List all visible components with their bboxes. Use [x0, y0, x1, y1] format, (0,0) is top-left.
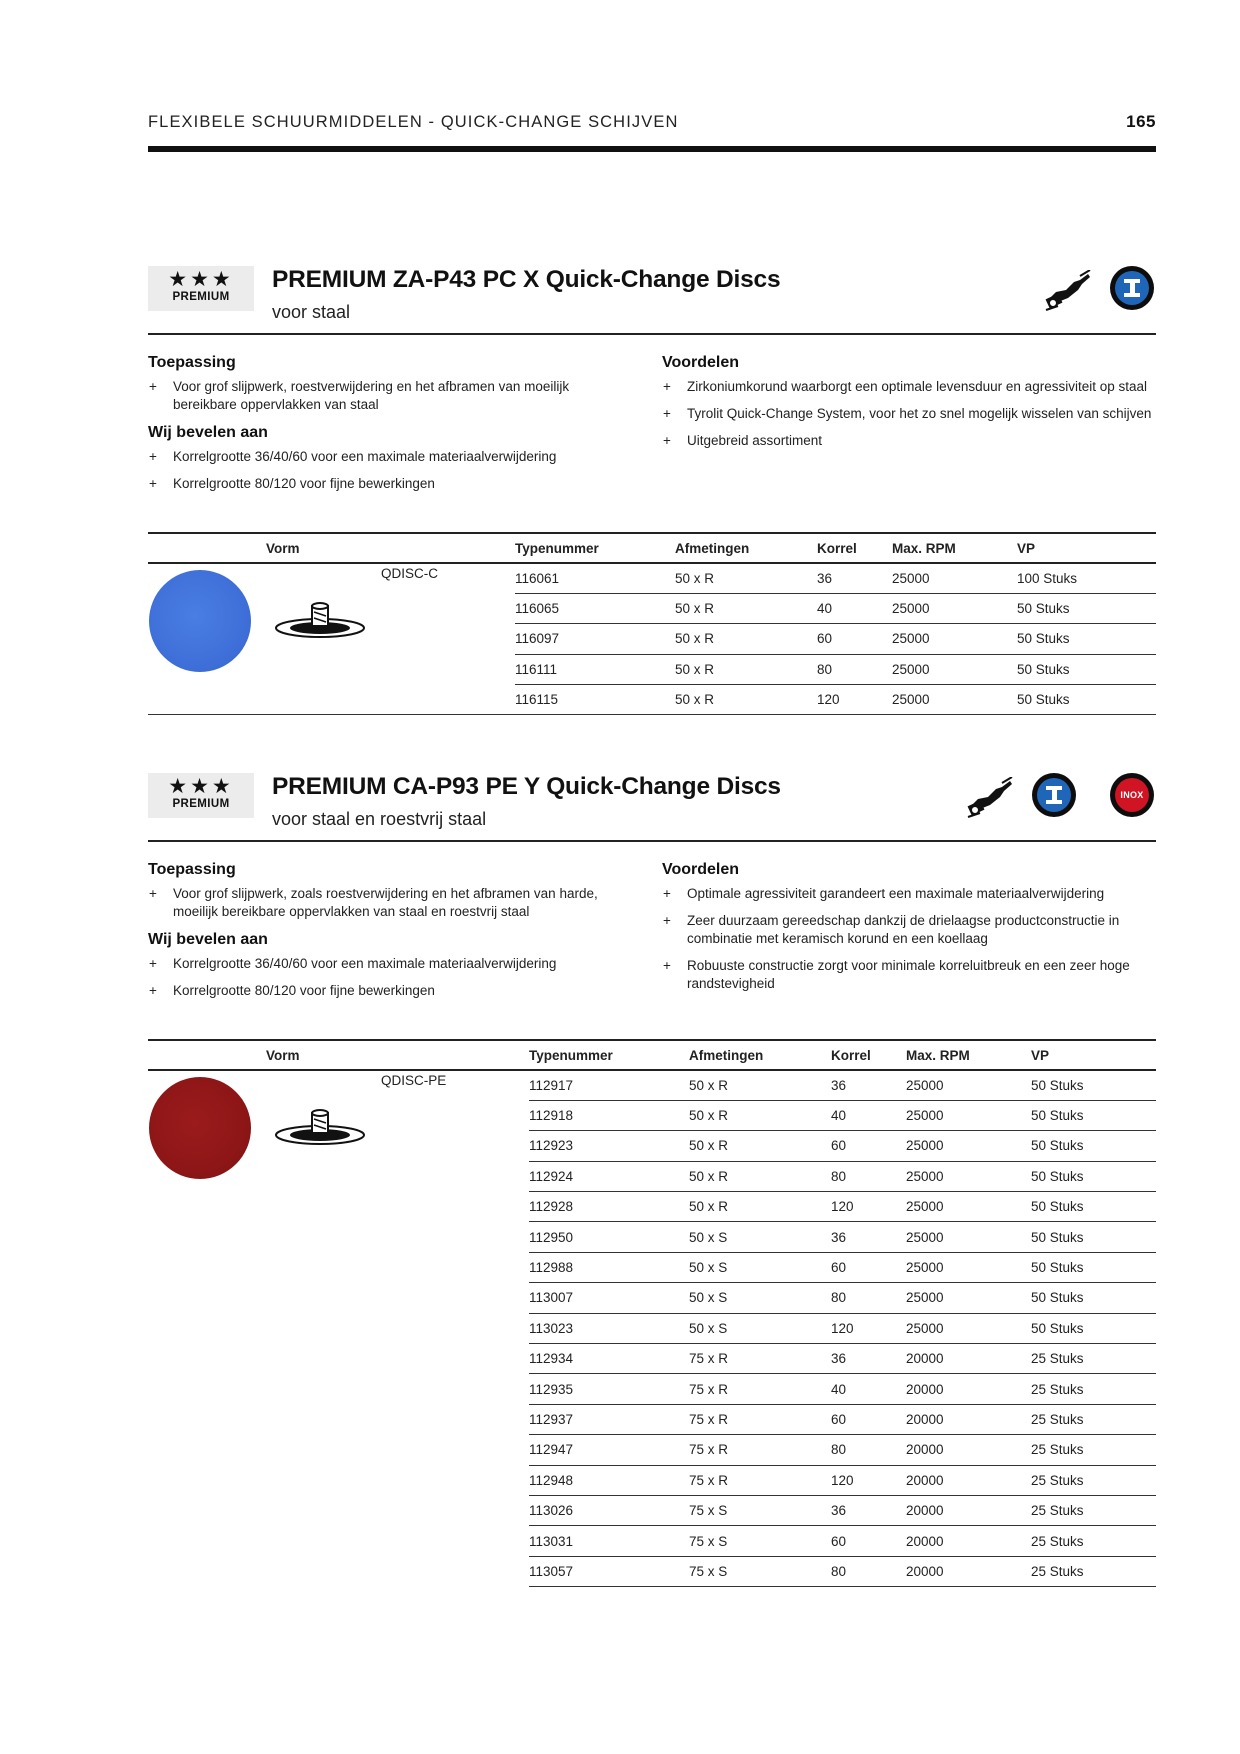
typenummer-cell: 112950	[529, 1222, 689, 1252]
max-rpm-cell: 25000	[892, 685, 1017, 715]
badge-label: PREMIUM	[172, 798, 230, 810]
korrel-cell: 80	[831, 1161, 906, 1191]
bevelen-item: + Korrelgrootte 80/120 voor fijne bewerkingen	[149, 983, 435, 998]
afmetingen-cell: 50 x R	[689, 1161, 831, 1191]
section-title: FLEXIBELE SCHUURMIDDELEN - QUICK-CHANGE SCHIJVEN	[148, 113, 679, 131]
col-typenummer: Typenummer	[529, 1040, 689, 1070]
korrel-cell: 36	[831, 1222, 906, 1252]
inox-icon	[1110, 773, 1154, 817]
bevelen-heading: Wij bevelen aan	[148, 931, 268, 948]
korrel-cell: 80	[831, 1435, 906, 1465]
col-korrel: Korrel	[831, 1040, 906, 1070]
korrel-cell: 60	[831, 1404, 906, 1434]
toepassing-heading: Toepassing	[148, 861, 236, 878]
max-rpm-cell: 20000	[906, 1465, 1031, 1495]
vp-cell: 50 Stuks	[1031, 1100, 1156, 1130]
typenummer-cell: 113026	[529, 1495, 689, 1525]
vp-cell: 25 Stuks	[1031, 1404, 1156, 1434]
afmetingen-cell: 50 x S	[689, 1283, 831, 1313]
plus-icon: +	[149, 983, 157, 998]
korrel-cell: 60	[831, 1526, 906, 1556]
afmetingen-cell: 50 x S	[689, 1252, 831, 1282]
title-rule	[148, 333, 1156, 335]
max-rpm-cell: 25000	[906, 1313, 1031, 1343]
korrel-cell: 36	[831, 1070, 906, 1100]
korrel-cell: 120	[831, 1313, 906, 1343]
left-column	[148, 861, 628, 1009]
typenummer-cell: 113031	[529, 1526, 689, 1556]
korrel-cell: 80	[831, 1283, 906, 1313]
table-header-row	[148, 533, 1156, 563]
max-rpm-cell: 25000	[906, 1100, 1031, 1130]
korrel-cell: 120	[817, 685, 892, 715]
plus-icon: +	[663, 886, 671, 901]
toepassing-heading: Toepassing	[148, 354, 236, 371]
typenummer-cell: 112918	[529, 1100, 689, 1130]
voordelen-item: + Robuuste constructie zorgt voor minimale korreluitbreuk en een zeer hoge randstevigheid	[663, 958, 1130, 991]
voordelen-heading: Voordelen	[662, 354, 740, 371]
title-rule	[148, 840, 1156, 842]
vorm-label: QDISC-C	[381, 566, 438, 581]
vp-cell: 25 Stuks	[1031, 1374, 1156, 1404]
col-afmetingen: Afmetingen	[675, 533, 817, 563]
afmetingen-cell: 75 x R	[689, 1465, 831, 1495]
korrel-cell: 36	[831, 1495, 906, 1525]
vp-cell: 25 Stuks	[1031, 1495, 1156, 1525]
plus-icon: +	[149, 449, 157, 464]
typenummer-cell: 112934	[529, 1344, 689, 1374]
voordelen-heading: Voordelen	[662, 861, 740, 878]
voordelen-item: + Zirkoniumkorund waarborgt een optimale levensduur en agressiviteit op staal	[663, 379, 1147, 394]
star-rating-icon: ★★★	[168, 775, 234, 798]
max-rpm-cell: 25000	[892, 593, 1017, 623]
angle-grinder-icon	[1044, 270, 1092, 314]
quick-change-icon	[1120, 276, 1144, 300]
vp-cell: 100 Stuks	[1017, 563, 1156, 593]
typenummer-cell: 112937	[529, 1404, 689, 1434]
afmetingen-cell: 75 x R	[689, 1344, 831, 1374]
vorm-image-area	[148, 1071, 529, 1591]
typenummer-cell: 112928	[529, 1192, 689, 1222]
afmetingen-cell: 50 x R	[675, 685, 817, 715]
max-rpm-cell: 25000	[906, 1131, 1031, 1161]
afmetingen-cell: 50 x S	[689, 1222, 831, 1252]
typenummer-cell: 113007	[529, 1283, 689, 1313]
blue-round-icon	[1110, 266, 1154, 310]
vp-cell: 50 Stuks	[1031, 1283, 1156, 1313]
voordelen-item: + Zeer duurzaam gereedschap dankzij de drielaagse productconstructie in combinatie met keramisch korund en een koellaag	[663, 913, 1120, 946]
bevelen-item: + Korrelgrootte 36/40/60 voor een maximale materiaalverwijdering	[149, 449, 557, 464]
plus-icon: +	[149, 886, 157, 901]
afmetingen-cell: 50 x R	[675, 593, 817, 623]
typenummer-cell: 112917	[529, 1070, 689, 1100]
max-rpm-cell: 20000	[906, 1404, 1031, 1434]
star-rating-icon: ★★★	[168, 268, 234, 291]
typenummer-cell: 112947	[529, 1435, 689, 1465]
vorm-image-area	[148, 564, 515, 716]
vp-cell: 50 Stuks	[1017, 654, 1156, 684]
max-rpm-cell: 20000	[906, 1556, 1031, 1586]
max-rpm-cell: 25000	[892, 563, 1017, 593]
plus-icon: +	[149, 956, 157, 971]
plus-icon: +	[663, 379, 671, 394]
max-rpm-cell: 20000	[906, 1495, 1031, 1525]
bevelen-heading: Wij bevelen aan	[148, 424, 268, 441]
product-subtitle: voor staal en roestvrij staal	[272, 809, 487, 829]
col-vp: VP	[1017, 533, 1156, 563]
left-column	[148, 354, 628, 502]
afmetingen-cell: 50 x S	[689, 1313, 831, 1343]
korrel-cell: 36	[831, 1344, 906, 1374]
vp-cell: 25 Stuks	[1031, 1526, 1156, 1556]
vp-cell: 25 Stuks	[1031, 1465, 1156, 1495]
afmetingen-cell: 50 x R	[689, 1100, 831, 1130]
max-rpm-cell: 20000	[906, 1526, 1031, 1556]
korrel-cell: 80	[831, 1556, 906, 1586]
table-header-row	[148, 1040, 1156, 1070]
col-korrel: Korrel	[817, 533, 892, 563]
vp-cell: 50 Stuks	[1031, 1070, 1156, 1100]
bevelen-item: + Korrelgrootte 36/40/60 voor een maximale materiaalverwijdering	[149, 956, 557, 971]
max-rpm-cell: 20000	[906, 1374, 1031, 1404]
disc-image	[149, 1077, 251, 1179]
angle-grinder-icon	[966, 777, 1014, 821]
col-afmetingen: Afmetingen	[689, 1040, 831, 1070]
max-rpm-cell: 25000	[906, 1161, 1031, 1191]
bevelen-item: + Korrelgrootte 80/120 voor fijne bewerkingen	[149, 476, 435, 491]
right-column	[662, 861, 1156, 1002]
korrel-cell: 40	[831, 1100, 906, 1130]
afmetingen-cell: 75 x R	[689, 1404, 831, 1434]
voordelen-item: + Optimale agressiviteit garandeert een maximale materiaalverwijdering	[663, 886, 1105, 901]
inox-label: INOX	[1120, 790, 1144, 800]
korrel-cell: 120	[831, 1465, 906, 1495]
voordelen-item: + Uitgebreid assortiment	[663, 433, 823, 448]
afmetingen-cell: 50 x R	[689, 1192, 831, 1222]
typenummer-cell: 112935	[529, 1374, 689, 1404]
max-rpm-cell: 20000	[906, 1344, 1031, 1374]
vp-cell: 50 Stuks	[1031, 1222, 1156, 1252]
typenummer-cell: 116065	[515, 593, 675, 623]
premium-badge	[148, 266, 254, 311]
page-number: 165	[1126, 112, 1156, 131]
quick-change-disc-icon	[274, 1107, 366, 1147]
korrel-cell: 120	[831, 1192, 906, 1222]
korrel-cell: 60	[817, 624, 892, 654]
vp-cell: 50 Stuks	[1031, 1252, 1156, 1282]
korrel-cell: 60	[831, 1131, 906, 1161]
vp-cell: 25 Stuks	[1031, 1435, 1156, 1465]
premium-badge	[148, 773, 254, 818]
quick-change-disc-icon	[274, 600, 366, 640]
vp-cell: 50 Stuks	[1031, 1131, 1156, 1161]
typenummer-cell: 112924	[529, 1161, 689, 1191]
afmetingen-cell: 75 x S	[689, 1556, 831, 1586]
afmetingen-cell: 50 x R	[689, 1070, 831, 1100]
col-vorm: Vorm	[148, 533, 515, 563]
voordelen-item: + Tyrolit Quick-Change System, voor het zo snel mogelijk wisselen van schijven	[663, 406, 1152, 421]
max-rpm-cell: 25000	[906, 1192, 1031, 1222]
max-rpm-cell: 25000	[906, 1222, 1031, 1252]
korrel-cell: 80	[817, 654, 892, 684]
afmetingen-cell: 75 x S	[689, 1495, 831, 1525]
typenummer-cell: 113057	[529, 1556, 689, 1586]
afmetingen-cell: 50 x R	[675, 654, 817, 684]
vp-cell: 50 Stuks	[1031, 1192, 1156, 1222]
korrel-cell: 40	[817, 593, 892, 623]
plus-icon: +	[663, 913, 671, 928]
toepassing-item: + Voor grof slijpwerk, roestverwijdering en het afbramen van moeilijk bereikbare oppervlakken van staal	[149, 379, 570, 412]
col-max-rpm: Max. RPM	[906, 1040, 1031, 1070]
plus-icon: +	[149, 379, 157, 394]
col-vorm: Vorm	[148, 1040, 529, 1070]
vp-cell: 50 Stuks	[1017, 685, 1156, 715]
typenummer-cell: 116111	[515, 654, 675, 684]
korrel-cell: 60	[831, 1252, 906, 1282]
vp-cell: 50 Stuks	[1017, 624, 1156, 654]
typenummer-cell: 116097	[515, 624, 675, 654]
afmetingen-cell: 50 x R	[689, 1131, 831, 1161]
blue-round-icon	[1032, 773, 1076, 817]
vorm-label: QDISC-PE	[381, 1073, 447, 1088]
typenummer-cell: 112988	[529, 1252, 689, 1282]
korrel-cell: 36	[817, 563, 892, 593]
max-rpm-cell: 25000	[906, 1252, 1031, 1282]
korrel-cell: 40	[831, 1374, 906, 1404]
max-rpm-cell: 20000	[906, 1435, 1031, 1465]
plus-icon: +	[663, 406, 671, 421]
vp-cell: 25 Stuks	[1031, 1344, 1156, 1374]
typenummer-cell: 112923	[529, 1131, 689, 1161]
right-column	[662, 354, 1156, 459]
quick-change-icon	[1042, 783, 1066, 807]
product-title: PREMIUM CA-P93 PE Y Quick-Change Discs	[272, 773, 781, 800]
afmetingen-cell: 50 x R	[675, 624, 817, 654]
plus-icon: +	[663, 958, 671, 973]
typenummer-cell: 113023	[529, 1313, 689, 1343]
afmetingen-cell: 75 x R	[689, 1374, 831, 1404]
disc-image	[149, 570, 251, 672]
badge-label: PREMIUM	[172, 291, 230, 303]
col-max-rpm: Max. RPM	[892, 533, 1017, 563]
toepassing-item: + Voor grof slijpwerk, zoals roestverwijdering en het afbramen van harde, moeilijk bereikbare oppervlakken van staal en roestvrij staal	[149, 886, 598, 919]
plus-icon: +	[149, 476, 157, 491]
max-rpm-cell: 25000	[892, 654, 1017, 684]
page-header	[148, 112, 1156, 152]
max-rpm-cell: 25000	[906, 1070, 1031, 1100]
vp-cell: 50 Stuks	[1031, 1313, 1156, 1343]
typenummer-cell: 116061	[515, 563, 675, 593]
vp-cell: 50 Stuks	[1031, 1161, 1156, 1191]
max-rpm-cell: 25000	[892, 624, 1017, 654]
typenummer-cell: 112948	[529, 1465, 689, 1495]
vp-cell: 25 Stuks	[1031, 1556, 1156, 1586]
product-subtitle: voor staal	[272, 302, 351, 322]
max-rpm-cell: 25000	[906, 1283, 1031, 1313]
col-typenummer: Typenummer	[515, 533, 675, 563]
afmetingen-cell: 50 x R	[675, 563, 817, 593]
col-vp: VP	[1031, 1040, 1156, 1070]
typenummer-cell: 116115	[515, 685, 675, 715]
plus-icon: +	[663, 433, 671, 448]
vp-cell: 50 Stuks	[1017, 593, 1156, 623]
afmetingen-cell: 75 x R	[689, 1435, 831, 1465]
product-title: PREMIUM ZA-P43 PC X Quick-Change Discs	[272, 266, 781, 293]
afmetingen-cell: 75 x S	[689, 1526, 831, 1556]
